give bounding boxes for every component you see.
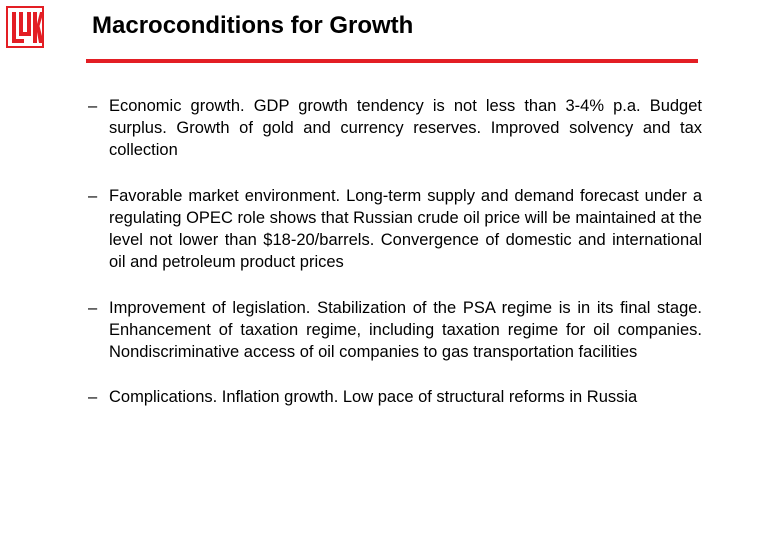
list-item [88, 185, 702, 273]
bullet-text: Economic growth. GDP growth tendency is not less than 3-4% p.a. Budget surplus. Growth of gold and currency reserves. Improved solvency and tax collection [109, 97, 702, 159]
dash-marker: – [88, 187, 98, 205]
bullet-text: Favorable market environment. Long-term supply and demand forecast under a regulating OPEC role shows that Russian crude oil price will be maintained at the level not lower than $18-20/barrels. Convergence of domestic and international oil and petroleum product prices [109, 187, 702, 271]
list-item [88, 95, 702, 161]
title-underline [86, 59, 698, 63]
list-item [88, 297, 702, 363]
dash-marker: – [88, 97, 98, 115]
bullet-text: Improvement of legislation. Stabilization of the PSA regime is in its final stage. Enhancement of taxation regime, including taxation regime for oil companies. Nondiscriminative access of oil companies to gas transportation facilities [109, 299, 702, 361]
dash-marker: – [88, 299, 98, 317]
list-item [88, 386, 702, 408]
bullet-text: Complications. Inflation growth. Low pace of structural reforms in Russia [109, 388, 638, 406]
lukoil-logo-icon [6, 6, 44, 48]
dash-marker: – [88, 388, 98, 406]
page-title: Macroconditions for Growth [92, 12, 414, 39]
bullet-list [88, 95, 702, 431]
